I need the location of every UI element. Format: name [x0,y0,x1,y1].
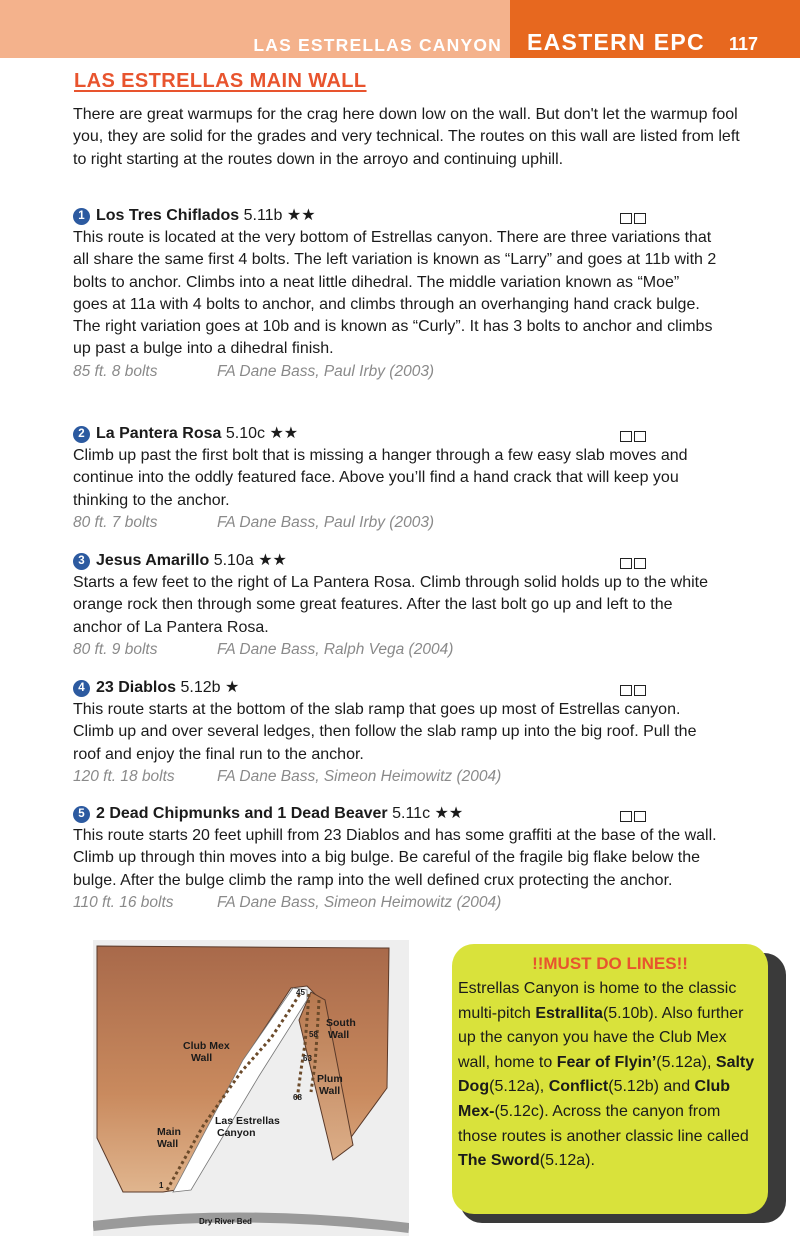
label-canyon-name: Las Estrellas [215,1115,280,1127]
route-entry [73,205,763,383]
tick-box [634,213,646,224]
route-stars: ★★ [286,207,316,224]
header-area-band [510,0,800,58]
callout-text: Estrellas Canyon is home to the classic multi-pitch [458,980,737,1022]
route-entry [73,677,763,788]
callout-route: Estrallita [535,1004,603,1022]
tick-box [634,685,646,696]
label-plum: Plum [317,1073,343,1085]
label-south-wall: Wall [328,1029,350,1041]
route-heading [73,550,763,572]
route-entry [73,423,763,534]
label-club-mex: Club Mex [183,1040,230,1052]
route-first-ascent: FA Dane Bass, Simeon Heimowitz (2004) [217,893,502,911]
route-length: 120 ft. 18 bolts [73,767,175,785]
label-main: Main [157,1126,181,1138]
callout-route: Salty Dog [458,1053,755,1096]
callout-title: !!MUST DO LINES!! [532,954,688,973]
route-first-ascent: FA Dane Bass, Paul Irby (2003) [217,362,435,380]
tick-boxes [620,807,648,829]
route-first-ascent: FA Dane Bass, Paul Irby (2003) [217,513,435,531]
route-heading [73,205,763,227]
tick-boxes [620,427,648,449]
tick-box [620,685,632,696]
page-title: LAS ESTRELLAS MAIN WALL [74,70,367,92]
label-club-mex-wall: Wall [191,1052,213,1064]
route-heading [73,677,763,699]
route-entry [73,803,763,914]
callout-text: (5.12a). [539,1152,595,1170]
route-length: 80 ft. 9 bolts [73,640,158,658]
route-grade: 5.12b [180,679,221,696]
callout-route: Club Mex- [458,1078,731,1120]
tick-box [620,213,632,224]
route-name: Jesus Amarillo [96,552,210,569]
callout-body [458,977,758,1174]
route-heading [73,803,763,825]
callout-text: (5.12b) and [608,1078,695,1096]
route-number-badge: 1 [73,208,90,225]
section-title: LAS ESTRELLAS CANYON [253,35,502,55]
canyon-map [93,940,409,1236]
intro-paragraph: There are great warmups for the crag here down low on the wall. But don't let the warmup fool you, they are solid for the grades and very technical. The routes on this wall are listed from left to right starting at the routes down in the arroyo and continuing uphill. [73,106,740,168]
must-do-callout [452,944,768,1214]
route-entry [73,550,763,661]
callout-text: (5.12a), [656,1053,716,1071]
callout-text: (5.12c). Across the canyon from those routes is another classic line called [458,1102,749,1145]
route-description: This route starts at the bottom of the slab ramp that goes up most of Estrellas canyon. Climb up and over several ledges, then follow the slab ramp up into the big roof. Pull the roof and enjoy the final run to the anchor. [73,701,697,763]
route-number-badge: 5 [73,806,90,823]
tick-box [634,431,646,442]
route-meta [73,512,763,534]
label-south: South [326,1017,356,1029]
route-length: 85 ft. 8 bolts [73,362,158,380]
route-stars: ★★ [269,425,299,442]
route-description: Starts a few feet to the right of La Pantera Rosa. Climb through solid holds up to the white orange rock then through some great features. After the last bolt go up and left to the anchor of La Pantera Rosa. [73,574,709,636]
route-name: 23 Diablos [96,679,177,696]
route-description: This route is located at the very bottom of Estrellas canyon. There are three variations that all share the same first 4 bolts. The left variation is known as “Larry” and goes at 11b with 2 bolts to anchor. Climbs into a neat little dihedral. The middle variation known as “Moe” goes at 11a with 4 bolts to anchor, and climbs through an overhanging hand crack bulge. The right variation goes at 10b and is known as “Curly”. It has 3 bolts to anchor and climbs up past a bulge into a dihedral finish. [73,229,717,358]
route-stars: ★ [224,679,240,696]
marker-68: 68 [293,1093,302,1102]
route-meta [73,361,763,383]
route-stars: ★★ [258,552,287,569]
marker-45: 45 [296,988,305,997]
route-length: 110 ft. 16 bolts [73,893,174,911]
route-grade: 5.10c [225,425,265,442]
route-name: 2 Dead Chipmunks and 1 Dead Beaver [96,805,388,822]
route-number-badge: 3 [73,553,90,570]
route-description: Climb up past the first bolt that is missing a hanger through a few easy slab moves and continue into the oddly featured face. Above you’ll find a hand crack that will keep you thinking to the anchor. [73,447,688,509]
tick-box [620,811,632,822]
callout-route: Fear of Flyin’ [556,1053,657,1071]
header-section-band [0,0,510,58]
route-first-ascent: FA Dane Bass, Simeon Heimowitz (2004) [217,767,502,785]
marker-58: 58 [309,1030,318,1039]
tick-box [634,811,646,822]
area-title: EASTERN EPC [527,29,705,55]
marker-63: 63 [303,1054,312,1063]
tick-boxes [620,681,648,703]
route-description: This route starts 20 feet uphill from 23 Diablos and has some graffiti at the base of the wall. Climb up through thin moves into a big bulge. Be careful of the fragile big flake below the bulge. After the bulge climb the ramp into the well defined crux protecting the anchor. [73,827,717,889]
label-river: Dry River Bed [199,1217,252,1226]
route-name: Los Tres Chiflados [96,207,240,224]
route-name: La Pantera Rosa [96,425,222,442]
route-heading [73,423,763,445]
route-first-ascent: FA Dane Bass, Ralph Vega (2004) [217,640,454,658]
route-grade: 5.11c [392,805,431,822]
route-grade: 5.10a [213,552,254,569]
tick-box [620,558,632,569]
tick-box [620,431,632,442]
callout-text: (5.12a), [489,1078,549,1096]
page-number: 117 [729,34,759,54]
label-plum-wall: Wall [319,1085,341,1097]
callout-route: Conflict [548,1078,609,1096]
label-canyon: Canyon [217,1127,256,1139]
route-grade: 5.11b [243,207,283,224]
tick-box [634,558,646,569]
label-main-wall: Wall [157,1138,179,1150]
route-number-badge: 2 [73,426,90,443]
route-stars: ★★ [434,805,464,822]
route-meta [73,766,763,788]
tick-boxes [620,209,648,231]
tick-boxes [620,554,648,576]
route-number-badge: 4 [73,680,90,697]
marker-1: 1 [159,1181,164,1190]
callout-text: (5.10b). Also further up the canyon you have the Club Mex wall, home to [458,1004,744,1071]
route-length: 80 ft. 7 bolts [73,513,158,531]
route-meta [73,639,763,661]
callout-route: The Sword [458,1152,540,1170]
route-meta [73,892,763,914]
